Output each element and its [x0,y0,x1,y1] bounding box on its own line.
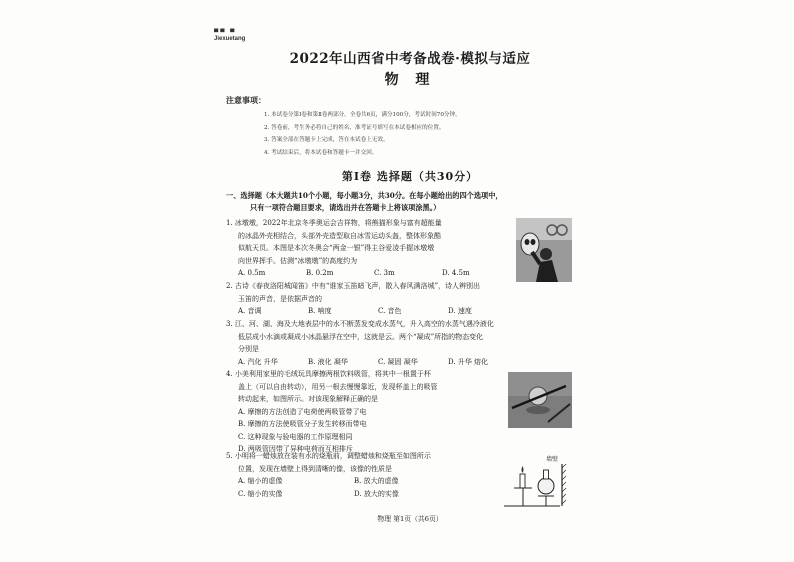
question-1 [226,217,510,280]
option-d: D. 两吸管因带了异种电荷而互相排斥 [238,445,353,453]
notice-item: 2. 答卷前，考生务必将自己的姓名、准考证号填写在本试卷相应的位置。 [264,124,445,131]
logo-wordmark: Jiexuetang [214,36,246,42]
question-5 [226,450,496,500]
options [226,406,508,456]
option-c: C. 缩小的实像 [238,489,283,498]
bing-dwen-dwen-photo [516,218,572,282]
option-c: C. 凝固 凝华 [378,357,418,366]
question-stem: 1. 冰墩墩，2022年北京冬季奥运会吉祥物，将熊猫形象与富有超能量 [226,219,442,227]
question-4 [226,368,508,456]
question-text: 向世界挥手。估测“冰墩墩”的高度约为 [238,256,358,265]
question-text: 盖上（可以自由转动），用另一根去慢慢靠近，发现杯盖上的吸管 [238,382,438,391]
question-text: 转动起来，如图所示。对该现象解释正确的是 [238,395,378,403]
option-a: A. 汽化 升华 [238,357,278,366]
option-c: C. 音色 [378,307,402,315]
page-footer: 物理 第1页（共6页） [377,515,443,523]
question-text: 玉笛的声音，是依据声音的 [238,294,322,303]
instruction-line: 一、选择题（本大题共10个小题，每小题3分，共30分。在每小题给出的四个选项中， [226,191,503,200]
straw-experiment-photo [508,372,572,428]
options [226,267,510,280]
question-text: 低层成小水滴或凝成小冰晶悬浮在空中，这就是云。两个“凝成”所指的物态变化 [238,332,484,341]
notice-item: 3. 答案全部在答题卡上完成，答在本试卷上无效。 [264,137,389,143]
notice-list [264,109,461,159]
logo-mark: ▀▀ ▀ [214,30,237,36]
notice-heading: 注意事项： [226,95,266,105]
question-stem: 2. 古诗《春夜洛阳城闻笛》中有“谁家玉笛暗飞声，散入春风满洛城”，诗人辨别出 [226,282,481,290]
candle-flask-figure [500,452,576,508]
option-b: B. 放大的虚像 [354,477,399,485]
figure-label-wall: 墙壁 [546,456,559,463]
question-text: 的冰晶外壳相结合，头部外壳造型取自冰雪运动头盔，整体形象酷 [238,231,441,240]
question-text: 位置，发现在墙壁上得到清晰的像，该像的性质是 [238,464,392,473]
question-stem: 4. 小美利用家里的毛绒玩具摩擦两根饮料吸管，将其中一根置于杯 [226,370,431,378]
option-a: A. 音调 [238,307,262,315]
option-c: C. 这种现象与验电器的工作原理相同 [238,432,353,441]
option-a: A. 摩擦的方法创造了电荷使两吸管带了电 [238,407,367,416]
section-title: 第Ⅰ卷 选择题（共30分） [341,170,479,183]
notice-item: 1. 本试卷分第Ⅰ卷和第Ⅱ卷两部分。全卷共6页，满分100分，考试时间70分钟。 [264,112,461,118]
option-b: B. 响度 [308,307,332,315]
question-2 [226,280,576,318]
publisher-logo [214,30,245,42]
question-text: 似航天员。本图是本次冬奥会“两金一银”得主谷爱凌手握冰墩墩 [238,244,435,252]
option-c: C. 3m [374,269,395,277]
options [226,305,576,318]
option-d: D. 放大的实像 [354,489,399,498]
options [226,356,576,369]
option-d: D. 升华 熔化 [448,357,489,366]
option-a: A. 0.5m [238,269,266,277]
notice-item: 4. 考试结束后，将本试卷和答题卡一并交回。 [264,149,378,156]
exam-title: 2022年山西省中考备战卷·模拟与适应 [289,51,531,67]
options [226,475,496,500]
option-a: A. 缩小的虚像 [238,477,283,485]
option-d: D. 4.5m [442,269,470,277]
question-stem: 3. 江、河、湖、海及大地表层中的水不断蒸发变成水蒸气，升入高空的水蒸气遇冷液化 [226,320,494,328]
question-3 [226,318,576,368]
option-b: B. 摩擦的方法使吸管分子发生转移而带电 [238,420,367,428]
option-b: B. 0.2m [306,269,334,277]
option-b: B. 液化 凝华 [308,357,348,366]
question-stem: 5. 小明将一蜡烛放在装有水的烧瓶前，调整蜡烛和烧瓶至如图所示 [226,452,431,460]
candle-flask-diagram [500,452,576,508]
subject-title: 物 理 [384,72,436,88]
option-d: D. 速度 [448,307,472,315]
instruction-line: 只有一项符合题目要求，请选出并在答题卡上将该项涂黑。） [250,203,441,212]
question-text: 分别是 [238,345,259,353]
section-instruction [226,190,572,214]
